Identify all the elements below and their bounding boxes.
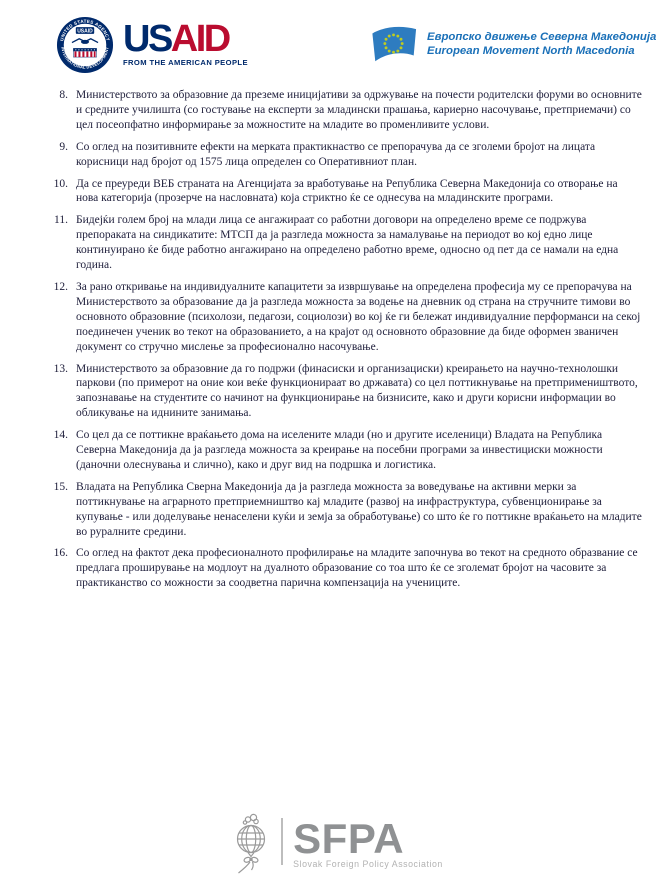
usaid-wordmark-aid: AID: [170, 18, 229, 60]
item-number: 9.: [59, 140, 68, 153]
list-item: [49, 213, 643, 273]
item-number: 15.: [53, 480, 68, 493]
list-item: [49, 140, 643, 170]
em-name-mk: Европско движење Северна Македонија: [427, 31, 657, 43]
item-number: 8.: [59, 89, 68, 101]
item-text: За рано откривање на индивидуалните капацитети за извршување на определена професија му се препорачува на Министерството за образование да ја разгледа можноста за водење на дневник од страна на стручните тимови во основното образовние (психолози, педагози, социолози) во кој ќе ги бележат индивидуалние перформанси на секој поединечен ученик во текот на образованието, а на крајот од основното образовние да биде оформен званичен документ со стручно мислење за професионално насочување.: [76, 280, 641, 353]
item-text: Да се преуреди ВЕБ страната на Агенцијата за вработување на Република Северна Македонија со отворање на нова категорија (прозерче на насловната) која стриктно ќе се однесува на младинските програми.: [76, 177, 618, 205]
list-item: [49, 362, 643, 422]
recommendations-list: [49, 88, 643, 598]
usaid-wordmark-us: US: [123, 18, 171, 60]
usaid-logo: [56, 16, 248, 74]
seal-usaid-label: USAID: [77, 28, 93, 35]
sfpa-globe-icon: [229, 812, 275, 874]
list-item: [49, 480, 643, 540]
item-text: Бидејќи голем број на млади лица се ангажираат со работни договори на определено време се подржува препораката на синдикатите: МТСП да ја разгледа можноста за намалување на периодот во кој едно лице континуирано ќе биде работно ангажирано на определено работно време, односно од пет да се намали на една година.: [76, 214, 619, 272]
seal-top-text: UNITED STATES AGENCY: [59, 18, 111, 42]
european-movement-logo: [370, 23, 656, 65]
list-item: [49, 546, 643, 591]
item-text: Со цел да се поттикне враќањето дома на иселените млади (но и другите иселеници) Владата на Република Северна Македонија да ја разгледа можноста за креирање на посебни програми за инвестициски можности (даночни олеснувања и слично), како и друг вид на подршка и логистика.: [76, 429, 603, 471]
em-name-en: European Movement North Macedonia: [427, 44, 635, 57]
usaid-wordmark-block: [123, 16, 248, 74]
usaid-tagline: FROM THE AMERICAN PEOPLE: [123, 58, 248, 67]
sfpa-subtitle: Slovak Foreign Policy Association: [293, 858, 443, 869]
european-movement-name: [427, 31, 656, 58]
footer: [0, 812, 672, 874]
item-text: Министерството за образовние да го подржи (финасиски и организациски) креирањето на научно-технолошки паркови (по примерот на оние кои веќе функционираат во државата) со цел поттикнување на претпримеништвото, запознавање на студентите со начинот на функционирање на бизнисите, како и други корисни информации во обликување на иднините занимања.: [76, 362, 638, 420]
shield-stripes-glyph: [73, 48, 96, 57]
item-number: 10.: [53, 177, 68, 190]
sfpa-acronym: SFPA: [293, 814, 405, 862]
item-number: 14.: [53, 429, 68, 442]
item-text: Со оглед на позитивните ефекти на мерката практикнаство се препорачува да се зголеми бројот на лицата корисници над бројот од 1575 лица определен со Оперативниот план.: [76, 140, 596, 168]
item-number: 16.: [53, 547, 68, 560]
item-text: Со оглед на фактот дека професионалното профилирање на младите започнува во текот на средното образвание се предлага проширување на модлоут на дуалното образование со тоа што ќе се зголемат бројот на часовите за практиканство со можности за соодветна парична компензација на учениците.: [76, 547, 638, 590]
item-text: Владата на Република Сверна Македонија да ја разгледа можноста за воведување на активни мерки за поттикнување на аграрното претприемништво кај младите (развој на инфраструктура, субвенционирање за купување - или доделување ненаселени куќи и земја за обработување) со што ќе го поттикне враќањето на младите во руралните средини.: [76, 480, 642, 538]
list-item: [49, 280, 643, 355]
sfpa-divider: [281, 818, 283, 865]
seal-bottom-text: INTERNATIONAL DEVELOPMENT: [60, 46, 110, 70]
list-item: [49, 177, 643, 207]
sfpa-logo: [229, 812, 443, 874]
list-item: [49, 88, 643, 133]
eu-flag-icon: [370, 23, 418, 65]
list-item: [49, 428, 643, 473]
usaid-seal-icon: [56, 16, 114, 74]
item-text: Министерството за образовние да преземе иницијативи за одржување на почести родителски форуми во основните и средните училишта (со гостување на експерти за младински прашања, кариерно насочување, претприемачи) со цел посеопфатно информирање за можностите на младите во променливите услови.: [76, 89, 642, 131]
item-number: 12.: [53, 280, 68, 293]
usaid-wordmark: [123, 18, 248, 60]
item-number: 11.: [54, 214, 68, 227]
sfpa-text-block: [293, 814, 443, 869]
item-number: 13.: [53, 362, 68, 375]
